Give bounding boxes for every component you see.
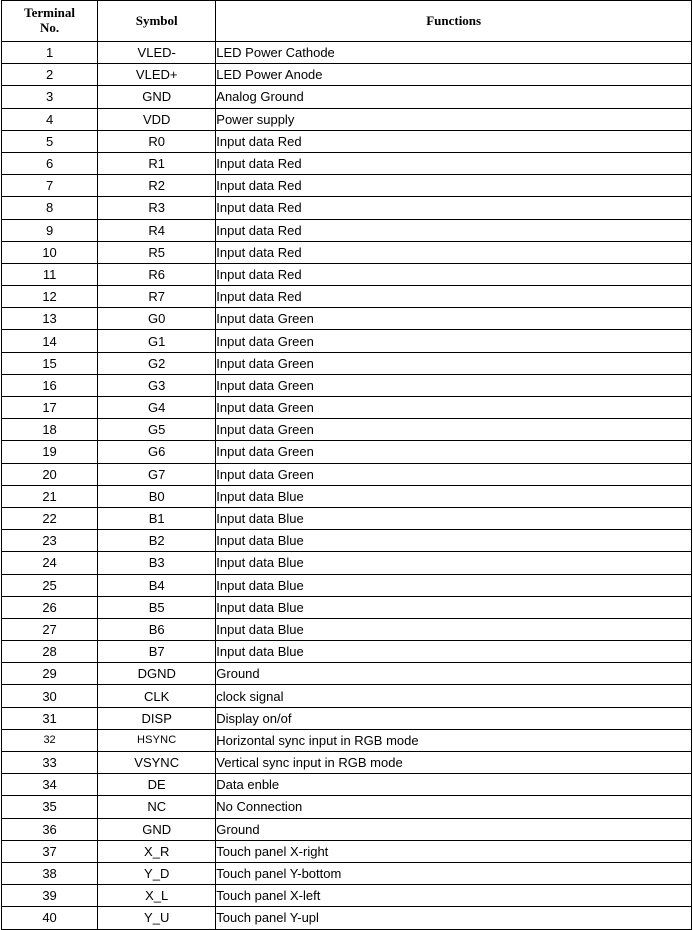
table-row	[2, 885, 692, 907]
column-header-symbol: Symbol	[98, 1, 216, 42]
cell-terminal-no: 18	[2, 419, 98, 441]
cell-function: Input data Blue	[216, 618, 692, 640]
cell-function: Input data Red	[216, 152, 692, 174]
cell-symbol: G2	[98, 352, 216, 374]
table-row	[2, 663, 692, 685]
cell-terminal-no: 35	[2, 796, 98, 818]
cell-function: Touch panel X-left	[216, 885, 692, 907]
cell-terminal-no: 22	[2, 507, 98, 529]
table-row	[2, 197, 692, 219]
cell-terminal-no: 1	[2, 42, 98, 64]
cell-function: Input data Red	[216, 175, 692, 197]
cell-function: Touch panel Y-upl	[216, 907, 692, 929]
cell-terminal-no: 19	[2, 441, 98, 463]
table-body	[2, 42, 692, 930]
cell-terminal-no: 5	[2, 130, 98, 152]
cell-symbol: X_L	[98, 885, 216, 907]
cell-symbol: R7	[98, 286, 216, 308]
table-row	[2, 796, 692, 818]
cell-function: Input data Red	[216, 263, 692, 285]
table-row	[2, 286, 692, 308]
cell-symbol: G6	[98, 441, 216, 463]
cell-terminal-no: 21	[2, 485, 98, 507]
cell-symbol: DE	[98, 774, 216, 796]
cell-function: Touch panel Y-bottom	[216, 862, 692, 884]
table-header	[2, 1, 692, 42]
cell-terminal-no: 11	[2, 263, 98, 285]
cell-function: Input data Red	[216, 241, 692, 263]
table-row	[2, 219, 692, 241]
cell-symbol: B5	[98, 596, 216, 618]
cell-terminal-no: 37	[2, 840, 98, 862]
cell-terminal-no: 31	[2, 707, 98, 729]
column-header-terminal-no-line2: No.	[39, 20, 60, 35]
cell-symbol: VDD	[98, 108, 216, 130]
cell-symbol: G3	[98, 374, 216, 396]
cell-function: Input data Blue	[216, 552, 692, 574]
cell-function: Touch panel X-right	[216, 840, 692, 862]
cell-function: Input data Blue	[216, 507, 692, 529]
cell-function: Input data Green	[216, 397, 692, 419]
cell-symbol: Y_D	[98, 862, 216, 884]
table-row	[2, 330, 692, 352]
table-row	[2, 752, 692, 774]
cell-symbol: B2	[98, 530, 216, 552]
table-row	[2, 263, 692, 285]
cell-symbol: B0	[98, 485, 216, 507]
cell-symbol: CLK	[98, 685, 216, 707]
column-header-functions: Functions	[216, 1, 692, 42]
cell-terminal-no: 10	[2, 241, 98, 263]
cell-terminal-no: 25	[2, 574, 98, 596]
cell-terminal-no: 14	[2, 330, 98, 352]
cell-function: Horizontal sync input in RGB mode	[216, 729, 692, 751]
cell-symbol: G7	[98, 463, 216, 485]
cell-function: Input data Blue	[216, 574, 692, 596]
table-row	[2, 596, 692, 618]
cell-terminal-no: 29	[2, 663, 98, 685]
cell-terminal-no: 2	[2, 64, 98, 86]
pin-assignment-table	[1, 0, 692, 930]
cell-function: Input data Blue	[216, 530, 692, 552]
cell-function: Input data Green	[216, 419, 692, 441]
cell-symbol: X_R	[98, 840, 216, 862]
cell-symbol: R5	[98, 241, 216, 263]
cell-symbol: B6	[98, 618, 216, 640]
cell-terminal-no: 7	[2, 175, 98, 197]
cell-function: Input data Green	[216, 308, 692, 330]
cell-symbol: R1	[98, 152, 216, 174]
table-row	[2, 175, 692, 197]
cell-terminal-no: 30	[2, 685, 98, 707]
table-row	[2, 618, 692, 640]
cell-terminal-no: 9	[2, 219, 98, 241]
cell-function: Input data Red	[216, 286, 692, 308]
cell-symbol: B4	[98, 574, 216, 596]
cell-symbol: R4	[98, 219, 216, 241]
cell-symbol: G4	[98, 397, 216, 419]
cell-function: Input data Blue	[216, 641, 692, 663]
cell-function: Analog Ground	[216, 86, 692, 108]
cell-symbol: B7	[98, 641, 216, 663]
cell-function: Input data Red	[216, 219, 692, 241]
table-header-row	[2, 1, 692, 42]
table-row	[2, 907, 692, 929]
cell-function: Ground	[216, 818, 692, 840]
cell-symbol: G1	[98, 330, 216, 352]
table-row	[2, 507, 692, 529]
cell-symbol: R0	[98, 130, 216, 152]
cell-terminal-no: 24	[2, 552, 98, 574]
table-row	[2, 352, 692, 374]
cell-function: No Connection	[216, 796, 692, 818]
cell-symbol: G0	[98, 308, 216, 330]
table-row	[2, 818, 692, 840]
cell-function: Input data Green	[216, 463, 692, 485]
table-row	[2, 729, 692, 751]
table-row	[2, 64, 692, 86]
cell-symbol: GND	[98, 86, 216, 108]
table-row	[2, 530, 692, 552]
table-row	[2, 397, 692, 419]
cell-terminal-no: 6	[2, 152, 98, 174]
cell-symbol: R2	[98, 175, 216, 197]
cell-terminal-no: 23	[2, 530, 98, 552]
table-row	[2, 419, 692, 441]
cell-function: Vertical sync input in RGB mode	[216, 752, 692, 774]
table-row	[2, 374, 692, 396]
table-row	[2, 641, 692, 663]
cell-symbol: B3	[98, 552, 216, 574]
cell-symbol: DGND	[98, 663, 216, 685]
cell-function: clock signal	[216, 685, 692, 707]
cell-function: Input data Green	[216, 441, 692, 463]
table-row	[2, 42, 692, 64]
cell-terminal-no: 8	[2, 197, 98, 219]
cell-symbol: B1	[98, 507, 216, 529]
cell-terminal-no: 4	[2, 108, 98, 130]
cell-symbol: VLED+	[98, 64, 216, 86]
table-row	[2, 574, 692, 596]
cell-function: Input data Green	[216, 374, 692, 396]
table-row	[2, 707, 692, 729]
cell-terminal-no: 15	[2, 352, 98, 374]
cell-symbol: R3	[98, 197, 216, 219]
cell-terminal-no: 16	[2, 374, 98, 396]
cell-terminal-no: 26	[2, 596, 98, 618]
cell-function: LED Power Cathode	[216, 42, 692, 64]
cell-function: Input data Green	[216, 330, 692, 352]
cell-function: Input data Blue	[216, 485, 692, 507]
table-row	[2, 152, 692, 174]
cell-symbol: G5	[98, 419, 216, 441]
cell-terminal-no: 33	[2, 752, 98, 774]
table-row	[2, 108, 692, 130]
cell-terminal-no: 17	[2, 397, 98, 419]
cell-symbol: R6	[98, 263, 216, 285]
cell-symbol: Y_U	[98, 907, 216, 929]
cell-function: Input data Green	[216, 352, 692, 374]
cell-terminal-no: 40	[2, 907, 98, 929]
cell-terminal-no: 32	[2, 729, 98, 751]
cell-terminal-no: 20	[2, 463, 98, 485]
cell-function: Power supply	[216, 108, 692, 130]
cell-function: Display on/of	[216, 707, 692, 729]
cell-symbol: DISP	[98, 707, 216, 729]
cell-terminal-no: 36	[2, 818, 98, 840]
cell-symbol: VSYNC	[98, 752, 216, 774]
cell-function: LED Power Anode	[216, 64, 692, 86]
cell-terminal-no: 27	[2, 618, 98, 640]
table-row	[2, 241, 692, 263]
cell-function: Ground	[216, 663, 692, 685]
cell-function: Input data Blue	[216, 596, 692, 618]
cell-symbol: NC	[98, 796, 216, 818]
table-row	[2, 308, 692, 330]
cell-terminal-no: 38	[2, 862, 98, 884]
table-row	[2, 774, 692, 796]
cell-function: Data enble	[216, 774, 692, 796]
table-row	[2, 485, 692, 507]
table-row	[2, 685, 692, 707]
cell-symbol: GND	[98, 818, 216, 840]
cell-function: Input data Red	[216, 130, 692, 152]
table-row	[2, 862, 692, 884]
cell-terminal-no: 34	[2, 774, 98, 796]
cell-terminal-no: 39	[2, 885, 98, 907]
table-row	[2, 463, 692, 485]
table-row	[2, 441, 692, 463]
cell-terminal-no: 28	[2, 641, 98, 663]
cell-symbol: VLED-	[98, 42, 216, 64]
cell-terminal-no: 3	[2, 86, 98, 108]
cell-symbol: HSYNC	[98, 729, 216, 751]
cell-function: Input data Red	[216, 197, 692, 219]
cell-terminal-no: 12	[2, 286, 98, 308]
column-header-terminal-no-line1: Terminal	[24, 5, 75, 21]
table-row	[2, 840, 692, 862]
column-header-terminal-no	[2, 1, 98, 42]
table-row	[2, 86, 692, 108]
cell-terminal-no: 13	[2, 308, 98, 330]
table-row	[2, 130, 692, 152]
table-row	[2, 552, 692, 574]
